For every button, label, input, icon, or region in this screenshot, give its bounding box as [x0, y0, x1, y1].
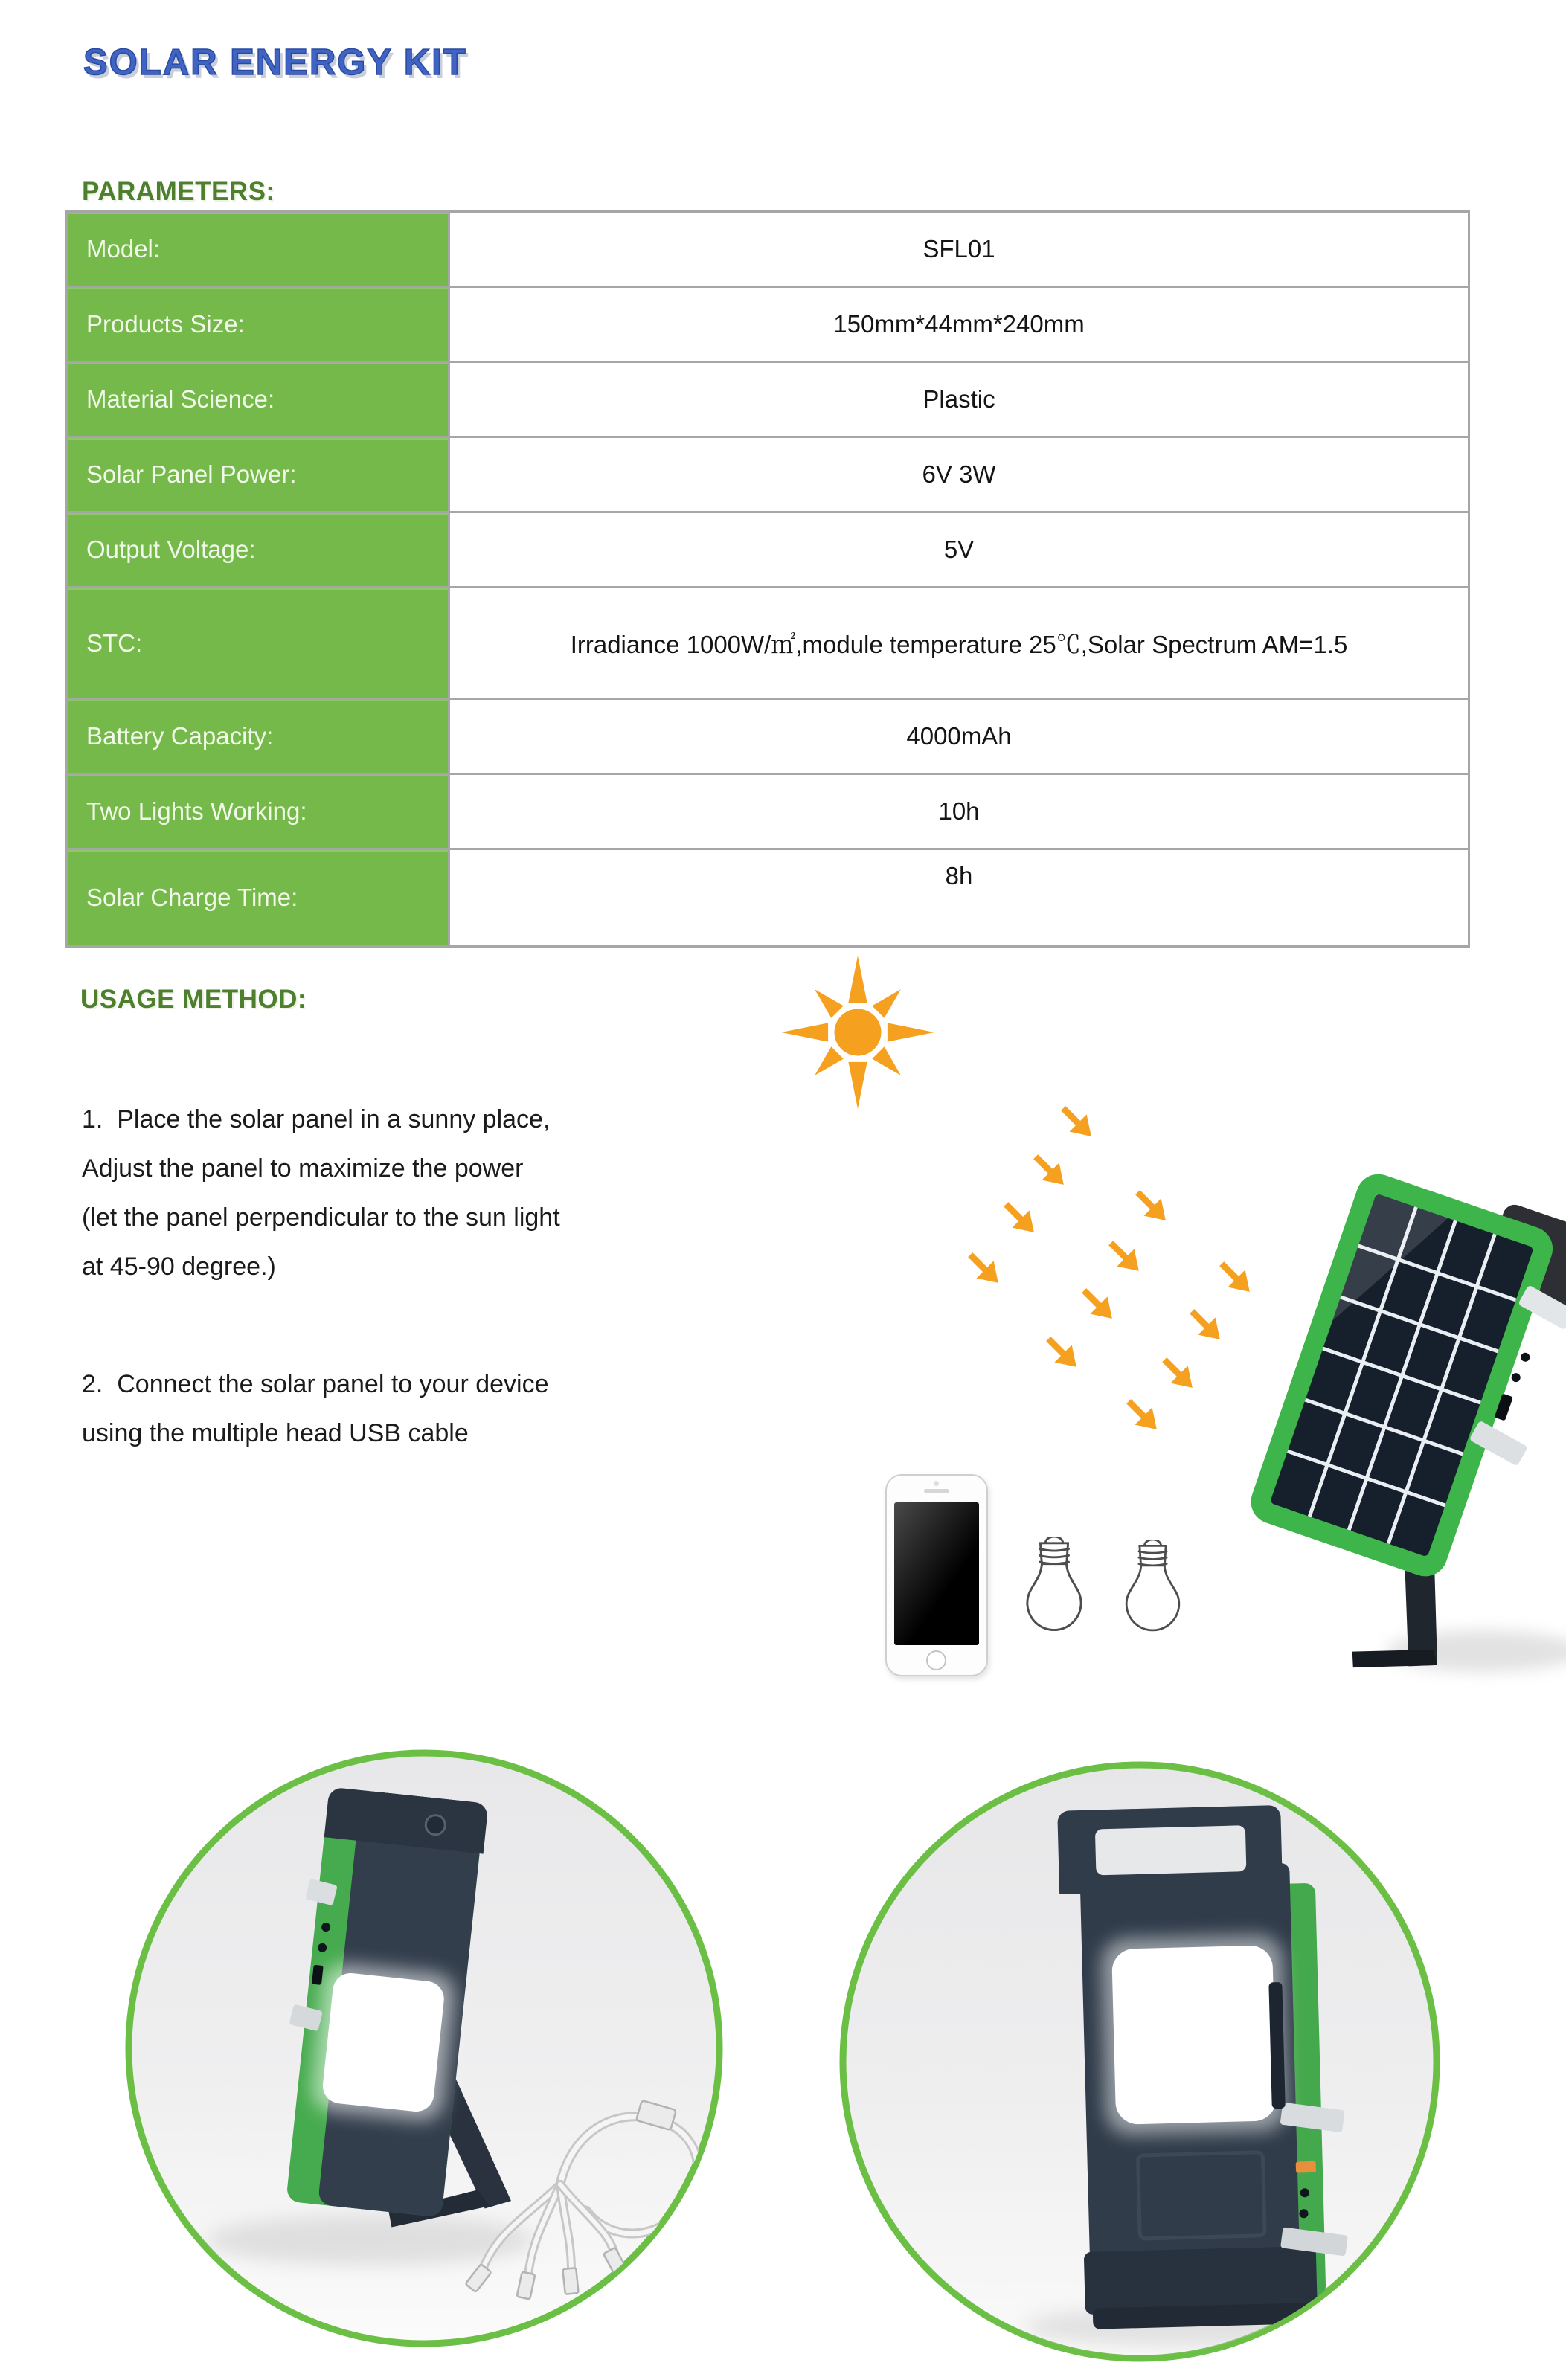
- sunlight-arrow-icon: [1076, 1282, 1119, 1325]
- usage-method-heading: USAGE METHOD:: [80, 985, 307, 1014]
- sunlight-arrow-icon: [1055, 1100, 1098, 1143]
- light-bulb-icon: [1118, 1540, 1187, 1661]
- row-label: Solar Charge Time:: [68, 850, 450, 945]
- table-row: [68, 288, 1468, 363]
- sunlight-arrow-icon: [998, 1196, 1041, 1239]
- row-value: 4000mAh: [906, 722, 1012, 750]
- row-label: Two Lights Working:: [68, 775, 450, 848]
- sun-icon: [780, 953, 936, 1111]
- row-value: 5V: [943, 536, 975, 563]
- row-value: Irradiance 1000W/㎡,module temperature 25℃,Solar Spectrum AM=1.5: [570, 631, 1348, 658]
- table-row: [68, 775, 1468, 850]
- row-value: Plastic: [922, 385, 995, 413]
- usage-line: at 45-90 degree.): [82, 1252, 276, 1281]
- page-title: SOLAR ENERGY KIT: [83, 42, 467, 83]
- phone-camera-dot: [934, 1481, 939, 1486]
- light-bulb-icon: [1018, 1537, 1091, 1664]
- table-row: [68, 363, 1468, 438]
- parameters-heading: PARAMETERS:: [82, 177, 275, 206]
- usage-line: Adjust the panel to maximize the power: [82, 1154, 524, 1183]
- row-value: 150mm*44mm*240mm: [833, 310, 1085, 338]
- usage-line: (let the panel perpendicular to the sun light: [82, 1203, 560, 1232]
- row-label: Model:: [68, 213, 450, 286]
- phone-screen: [894, 1502, 979, 1645]
- row-value: SFL01: [922, 235, 995, 263]
- sunlight-arrow-icon: [1129, 1184, 1172, 1227]
- table-row: [68, 588, 1468, 700]
- sunlight-arrow-icon: [1156, 1351, 1199, 1395]
- lamp-upright-with-handle-photo: [839, 1761, 1440, 2366]
- sunlight-arrow-icon: [1184, 1303, 1227, 1346]
- row-label: STC:: [68, 588, 450, 698]
- row-value: 10h: [938, 797, 980, 825]
- sunlight-arrow-icon: [1040, 1331, 1083, 1374]
- table-row: [68, 213, 1468, 288]
- solar-panel-photo: [1244, 1130, 1566, 1703]
- usage-step-1: [82, 1095, 560, 1291]
- table-row: [68, 700, 1468, 775]
- usage-line: using the multiple head USB cable: [82, 1419, 469, 1447]
- sunlight-arrow-icon: [1120, 1393, 1164, 1436]
- usage-line: 2. Connect the solar panel to your device: [82, 1370, 549, 1398]
- row-label: Material Science:: [68, 363, 450, 436]
- phone-speaker-slot: [924, 1489, 949, 1493]
- table-row: [68, 438, 1468, 513]
- smartphone-icon: [885, 1474, 988, 1676]
- table-row: [68, 850, 1468, 945]
- sunlight-arrow-icon: [962, 1247, 1005, 1290]
- row-value: 8h: [945, 862, 973, 890]
- lamp-standing-with-usb-cable-photo: [125, 1749, 723, 2351]
- usage-line: 1. Place the solar panel in a sunny place,: [82, 1105, 551, 1133]
- phone-home-button: [926, 1650, 946, 1670]
- spec-table: [65, 210, 1470, 948]
- row-label: Battery Capacity:: [68, 700, 450, 773]
- row-value: 6V 3W: [922, 460, 996, 488]
- usage-step-2: [82, 1360, 549, 1458]
- table-row: [68, 513, 1468, 588]
- row-label: Solar Panel Power:: [68, 438, 450, 511]
- row-label: Products Size:: [68, 288, 450, 361]
- row-label: Output Voltage:: [68, 513, 450, 586]
- sunlight-arrow-icon: [1103, 1235, 1146, 1278]
- sunlight-arrow-icon: [1027, 1148, 1071, 1191]
